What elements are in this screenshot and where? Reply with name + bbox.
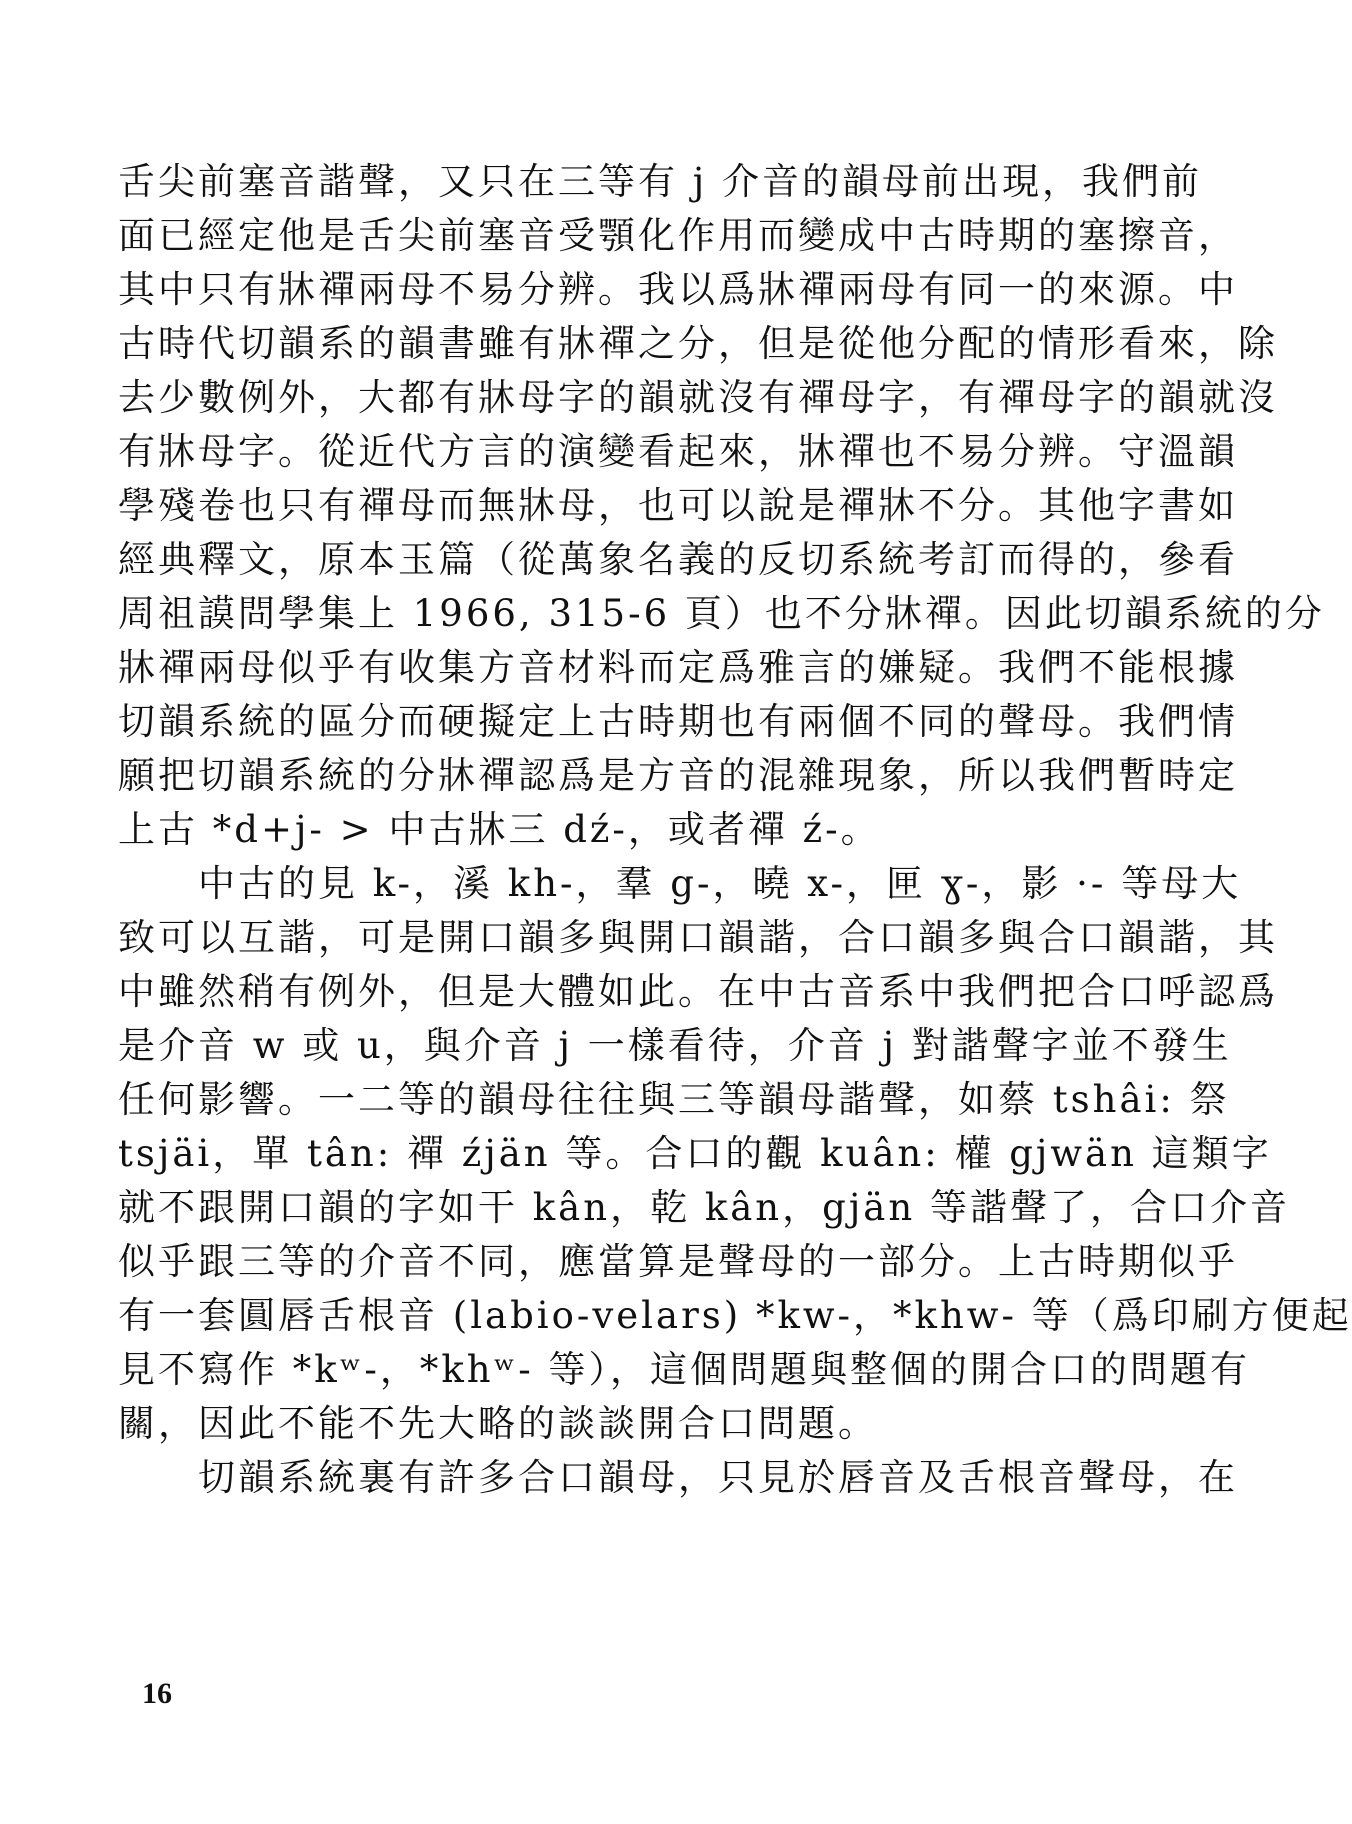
text-line-16: 中雖然稍有例外，但是大體如此。在中古音系中我們把合口呼認爲 [118, 970, 1278, 1013]
text-line-19: tsjäi，單 tân: 禪 źjän 等。合口的觀 kuân: 權 gjwän 這類字 [118, 1132, 1272, 1175]
text-line-10: 牀禪兩母似乎有收集方音材料而定爲雅言的嫌疑。我們不能根據 [118, 646, 1238, 689]
text-line-15: 致可以互諧，可是開口韻多與開口韻諧，合口韻多與合口韻諧，其 [118, 916, 1278, 959]
text-line-12: 願把切韻系統的分牀禪認爲是方音的混雜現象，所以我們暫時定 [118, 754, 1238, 797]
page-number: 16 [142, 1677, 172, 1710]
text-line-13: 上古 *d+j- > 中古牀三 dź-，或者禪 ź-。 [118, 808, 881, 851]
text-line-21: 似乎跟三等的介音不同，應當算是聲母的一部分。上古時期似乎 [118, 1240, 1238, 1283]
text-line-9: 周祖謨問學集上 1966, 315-6 頁）也不分牀禪。因此切韻系統的分 [118, 592, 1325, 635]
text-line-25: 切韻系統裏有許多合口韻母，只見於唇音及舌根音聲母，在 [118, 1456, 1238, 1499]
text-line-22: 有一套圓唇舌根音 (labio-velars) *kw-，*khw- 等（爲印刷方便起 [118, 1294, 1352, 1337]
text-line-8: 經典釋文，原本玉篇（從萬象名義的反切系統考訂而得的，參看 [118, 538, 1238, 581]
text-line-18: 任何影響。一二等的韻母往往與三等韻母諧聲，如蔡 tshâi: 祭 [118, 1078, 1230, 1121]
text-line-1: 舌尖前塞音諧聲，又只在三等有 j 介音的韻母前出現，我們前 [118, 160, 1202, 203]
text-line-6: 有牀母字。從近代方言的演變看起來，牀禪也不易分辨。守溫韻 [118, 430, 1238, 473]
text-line-3: 其中只有牀禪兩母不易分辨。我以爲牀禪兩母有同一的來源。中 [118, 268, 1238, 311]
text-line-17: 是介音 w 或 u，與介音 j 一樣看待，介音 j 對諧聲字並不發生 [118, 1024, 1232, 1067]
text-line-2: 面已經定他是舌尖前塞音受顎化作用而變成中古時期的塞擦音， [118, 214, 1238, 257]
text-line-20: 就不跟開口韻的字如干 kân，乾 kân，gjän 等諧聲了，合口介音 [118, 1186, 1290, 1229]
text-line-14: 中古的見 k-，溪 kh-，羣 g-，曉 x-，匣 ɣ-，影 ·- 等母大 [118, 862, 1242, 905]
text-line-11: 切韻系統的區分而硬擬定上古時期也有兩個不同的聲母。我們情 [118, 700, 1238, 743]
text-line-4: 古時代切韻系的韻書雖有牀禪之分，但是從他分配的情形看來，除 [118, 322, 1278, 365]
text-line-24: 關，因此不能不先大略的談談開合口問題。 [118, 1402, 878, 1445]
text-line-5: 去少數例外，大都有牀母字的韻就沒有禪母字，有禪母字的韻就沒 [118, 376, 1278, 419]
text-line-23: 見不寫作 *kʷ-，*khʷ- 等），這個問題與整個的開合口的問題有 [118, 1348, 1251, 1391]
text-line-7: 學殘卷也只有禪母而無牀母，也可以說是禪牀不分。其他字書如 [118, 484, 1238, 527]
